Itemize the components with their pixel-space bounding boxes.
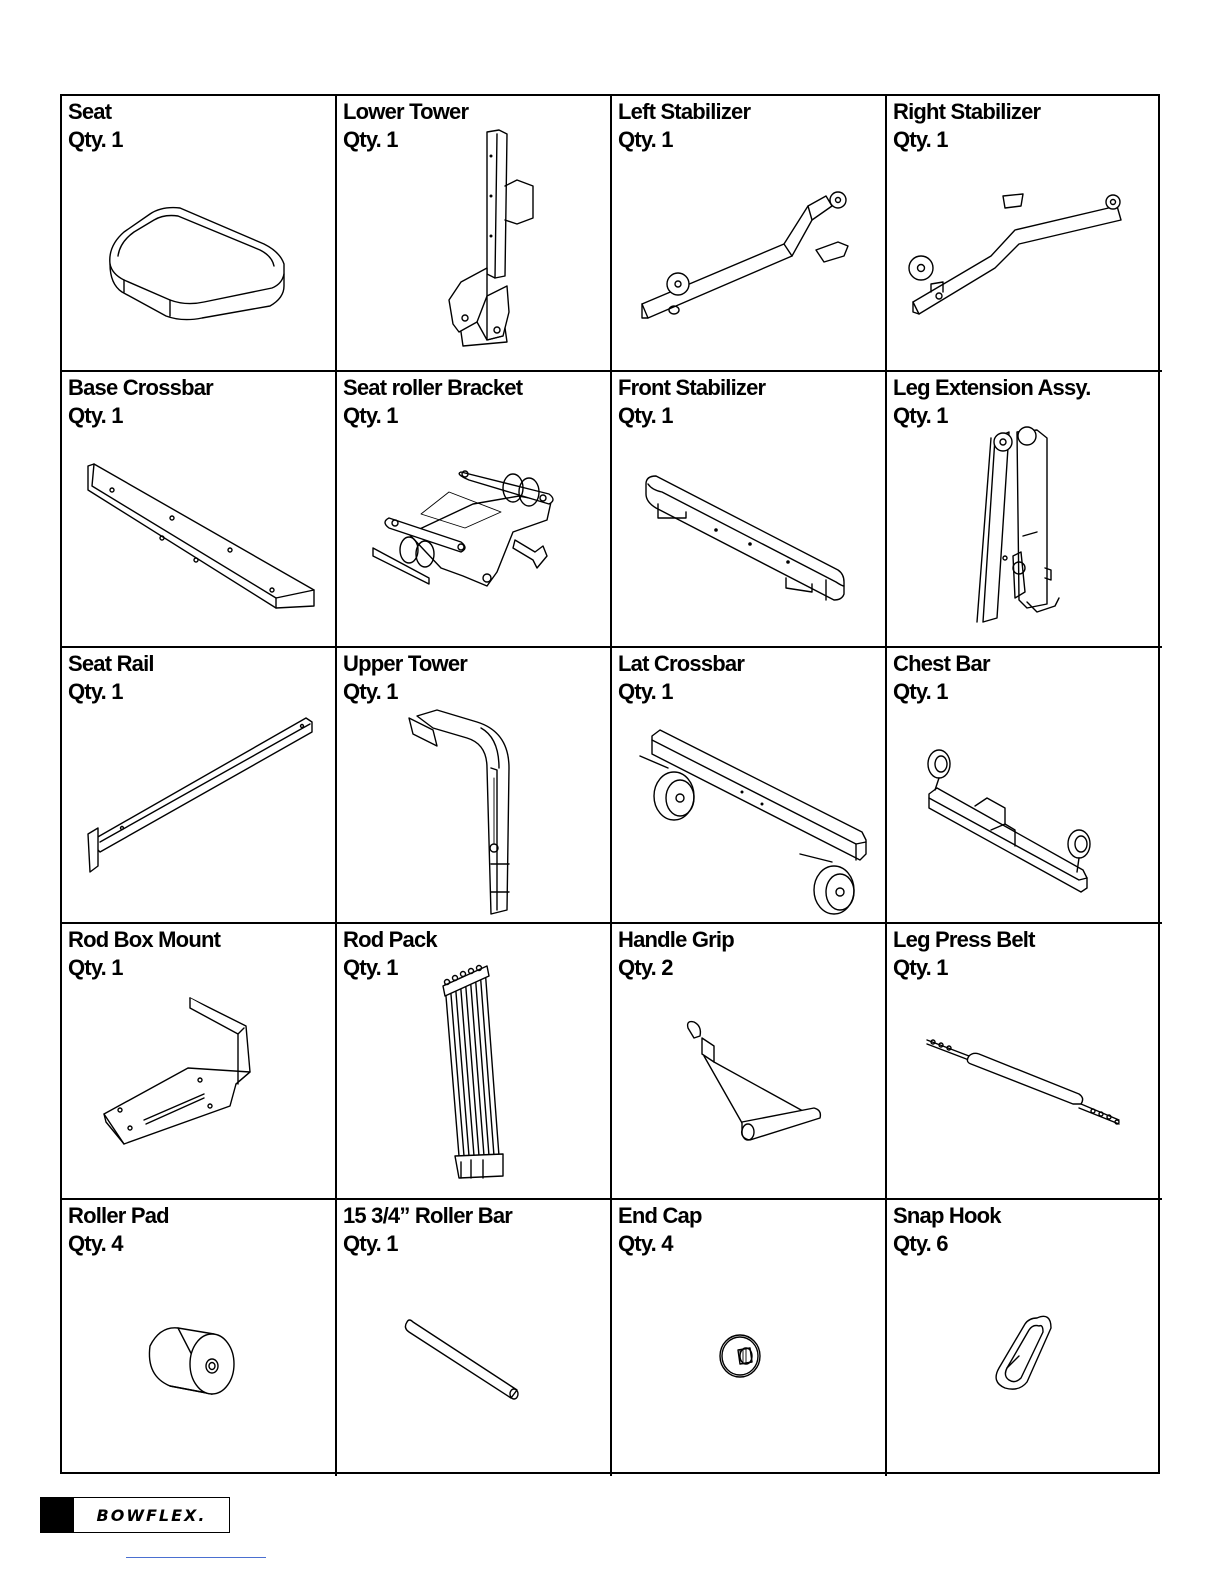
part-cell-lat-crossbar bbox=[612, 648, 887, 924]
part-qty: Qty. 1 bbox=[343, 1231, 398, 1256]
part-name: Right Stabilizer bbox=[893, 99, 1041, 124]
part-cell-lower-tower bbox=[337, 96, 612, 372]
part-qty: Qty. 4 bbox=[618, 1231, 673, 1256]
leg-extension-icon bbox=[887, 372, 1162, 648]
seat-icon bbox=[62, 96, 337, 372]
part-cell-rod-pack bbox=[337, 924, 612, 1200]
part-qty: Qty. 4 bbox=[68, 1231, 123, 1256]
part-cell-seat-rail bbox=[62, 648, 337, 924]
part-cell-right-stabilizer bbox=[887, 96, 1162, 372]
part-name: Left Stabilizer bbox=[618, 99, 751, 124]
part-name: Leg Extension Assy. bbox=[893, 375, 1091, 400]
part-cell-end-cap bbox=[612, 1200, 887, 1476]
part-cell-upper-tower bbox=[337, 648, 612, 924]
part-qty: Qty. 1 bbox=[893, 679, 948, 704]
part-name: Seat Rail bbox=[68, 651, 154, 676]
part-qty: Qty. 1 bbox=[893, 955, 948, 980]
part-qty: Qty. 1 bbox=[618, 127, 673, 152]
rod-pack-icon bbox=[337, 924, 612, 1200]
part-name: Leg Press Belt bbox=[893, 927, 1035, 952]
part-cell-seat-roller-bracket bbox=[337, 372, 612, 648]
lat-crossbar-icon bbox=[612, 648, 887, 924]
part-qty: Qty. 1 bbox=[68, 127, 123, 152]
bowflex-logo bbox=[40, 1497, 230, 1533]
part-name: Seat bbox=[68, 99, 112, 124]
part-name: Handle Grip bbox=[618, 927, 734, 952]
roller-pad-icon bbox=[62, 1200, 337, 1476]
part-qty: Qty. 1 bbox=[343, 403, 398, 428]
right-stabilizer-icon bbox=[887, 96, 1162, 372]
brand-name: BOWFLEX. bbox=[74, 1497, 230, 1533]
part-qty: Qty. 1 bbox=[68, 403, 123, 428]
end-cap-icon bbox=[612, 1200, 887, 1476]
part-cell-leg-press-belt bbox=[887, 924, 1162, 1200]
part-name: End Cap bbox=[618, 1203, 702, 1228]
part-qty: Qty. 1 bbox=[618, 403, 673, 428]
logo-block bbox=[40, 1497, 74, 1533]
roller-bar-icon bbox=[337, 1200, 612, 1476]
part-name: Lat Crossbar bbox=[618, 651, 745, 676]
part-cell-left-stabilizer bbox=[612, 96, 887, 372]
parts-grid bbox=[60, 94, 1160, 1474]
left-stabilizer-icon bbox=[612, 96, 887, 372]
part-name: Rod Pack bbox=[343, 927, 437, 952]
part-qty: Qty. 1 bbox=[343, 955, 398, 980]
part-cell-seat bbox=[62, 96, 337, 372]
part-cell-rod-box-mount bbox=[62, 924, 337, 1200]
part-qty: Qty. 1 bbox=[343, 679, 398, 704]
part-name: Upper Tower bbox=[343, 651, 468, 676]
chest-bar-icon bbox=[887, 648, 1162, 924]
lower-tower-icon bbox=[337, 96, 612, 372]
part-cell-roller-pad bbox=[62, 1200, 337, 1476]
part-name: Seat roller Bracket bbox=[343, 375, 523, 400]
part-name: Rod Box Mount bbox=[68, 927, 221, 952]
part-qty: Qty. 1 bbox=[893, 127, 948, 152]
part-qty: Qty. 2 bbox=[618, 955, 673, 980]
part-name: Snap Hook bbox=[893, 1203, 1001, 1228]
part-name: 15 3/4” Roller Bar bbox=[343, 1203, 513, 1228]
part-qty: Qty. 1 bbox=[68, 955, 123, 980]
part-qty: Qty. 1 bbox=[343, 127, 398, 152]
handle-grip-icon bbox=[612, 924, 887, 1200]
part-name: Roller Pad bbox=[68, 1203, 169, 1228]
seat-rail-icon bbox=[62, 648, 337, 924]
part-name: Base Crossbar bbox=[68, 375, 213, 400]
base-crossbar-icon bbox=[62, 372, 337, 648]
part-name: Chest Bar bbox=[893, 651, 990, 676]
part-cell-front-stabilizer bbox=[612, 372, 887, 648]
part-qty: Qty. 1 bbox=[618, 679, 673, 704]
part-cell-snap-hook bbox=[887, 1200, 1162, 1476]
snap-hook-icon bbox=[887, 1200, 1162, 1476]
part-cell-leg-extension bbox=[887, 372, 1162, 648]
part-cell-handle-grip bbox=[612, 924, 887, 1200]
seat-roller-bracket-icon bbox=[337, 372, 612, 648]
part-cell-base-crossbar bbox=[62, 372, 337, 648]
part-qty: Qty. 1 bbox=[68, 679, 123, 704]
part-qty: Qty. 6 bbox=[893, 1231, 948, 1256]
upper-tower-icon bbox=[337, 648, 612, 924]
leg-press-belt-icon bbox=[887, 924, 1162, 1200]
rod-box-mount-icon bbox=[62, 924, 337, 1200]
part-qty: Qty. 1 bbox=[893, 403, 948, 428]
part-name: Front Stabilizer bbox=[618, 375, 766, 400]
part-name: Lower Tower bbox=[343, 99, 469, 124]
front-stabilizer-icon bbox=[612, 372, 887, 648]
part-cell-roller-bar bbox=[337, 1200, 612, 1476]
footer-divider bbox=[126, 1557, 266, 1558]
part-cell-chest-bar bbox=[887, 648, 1162, 924]
